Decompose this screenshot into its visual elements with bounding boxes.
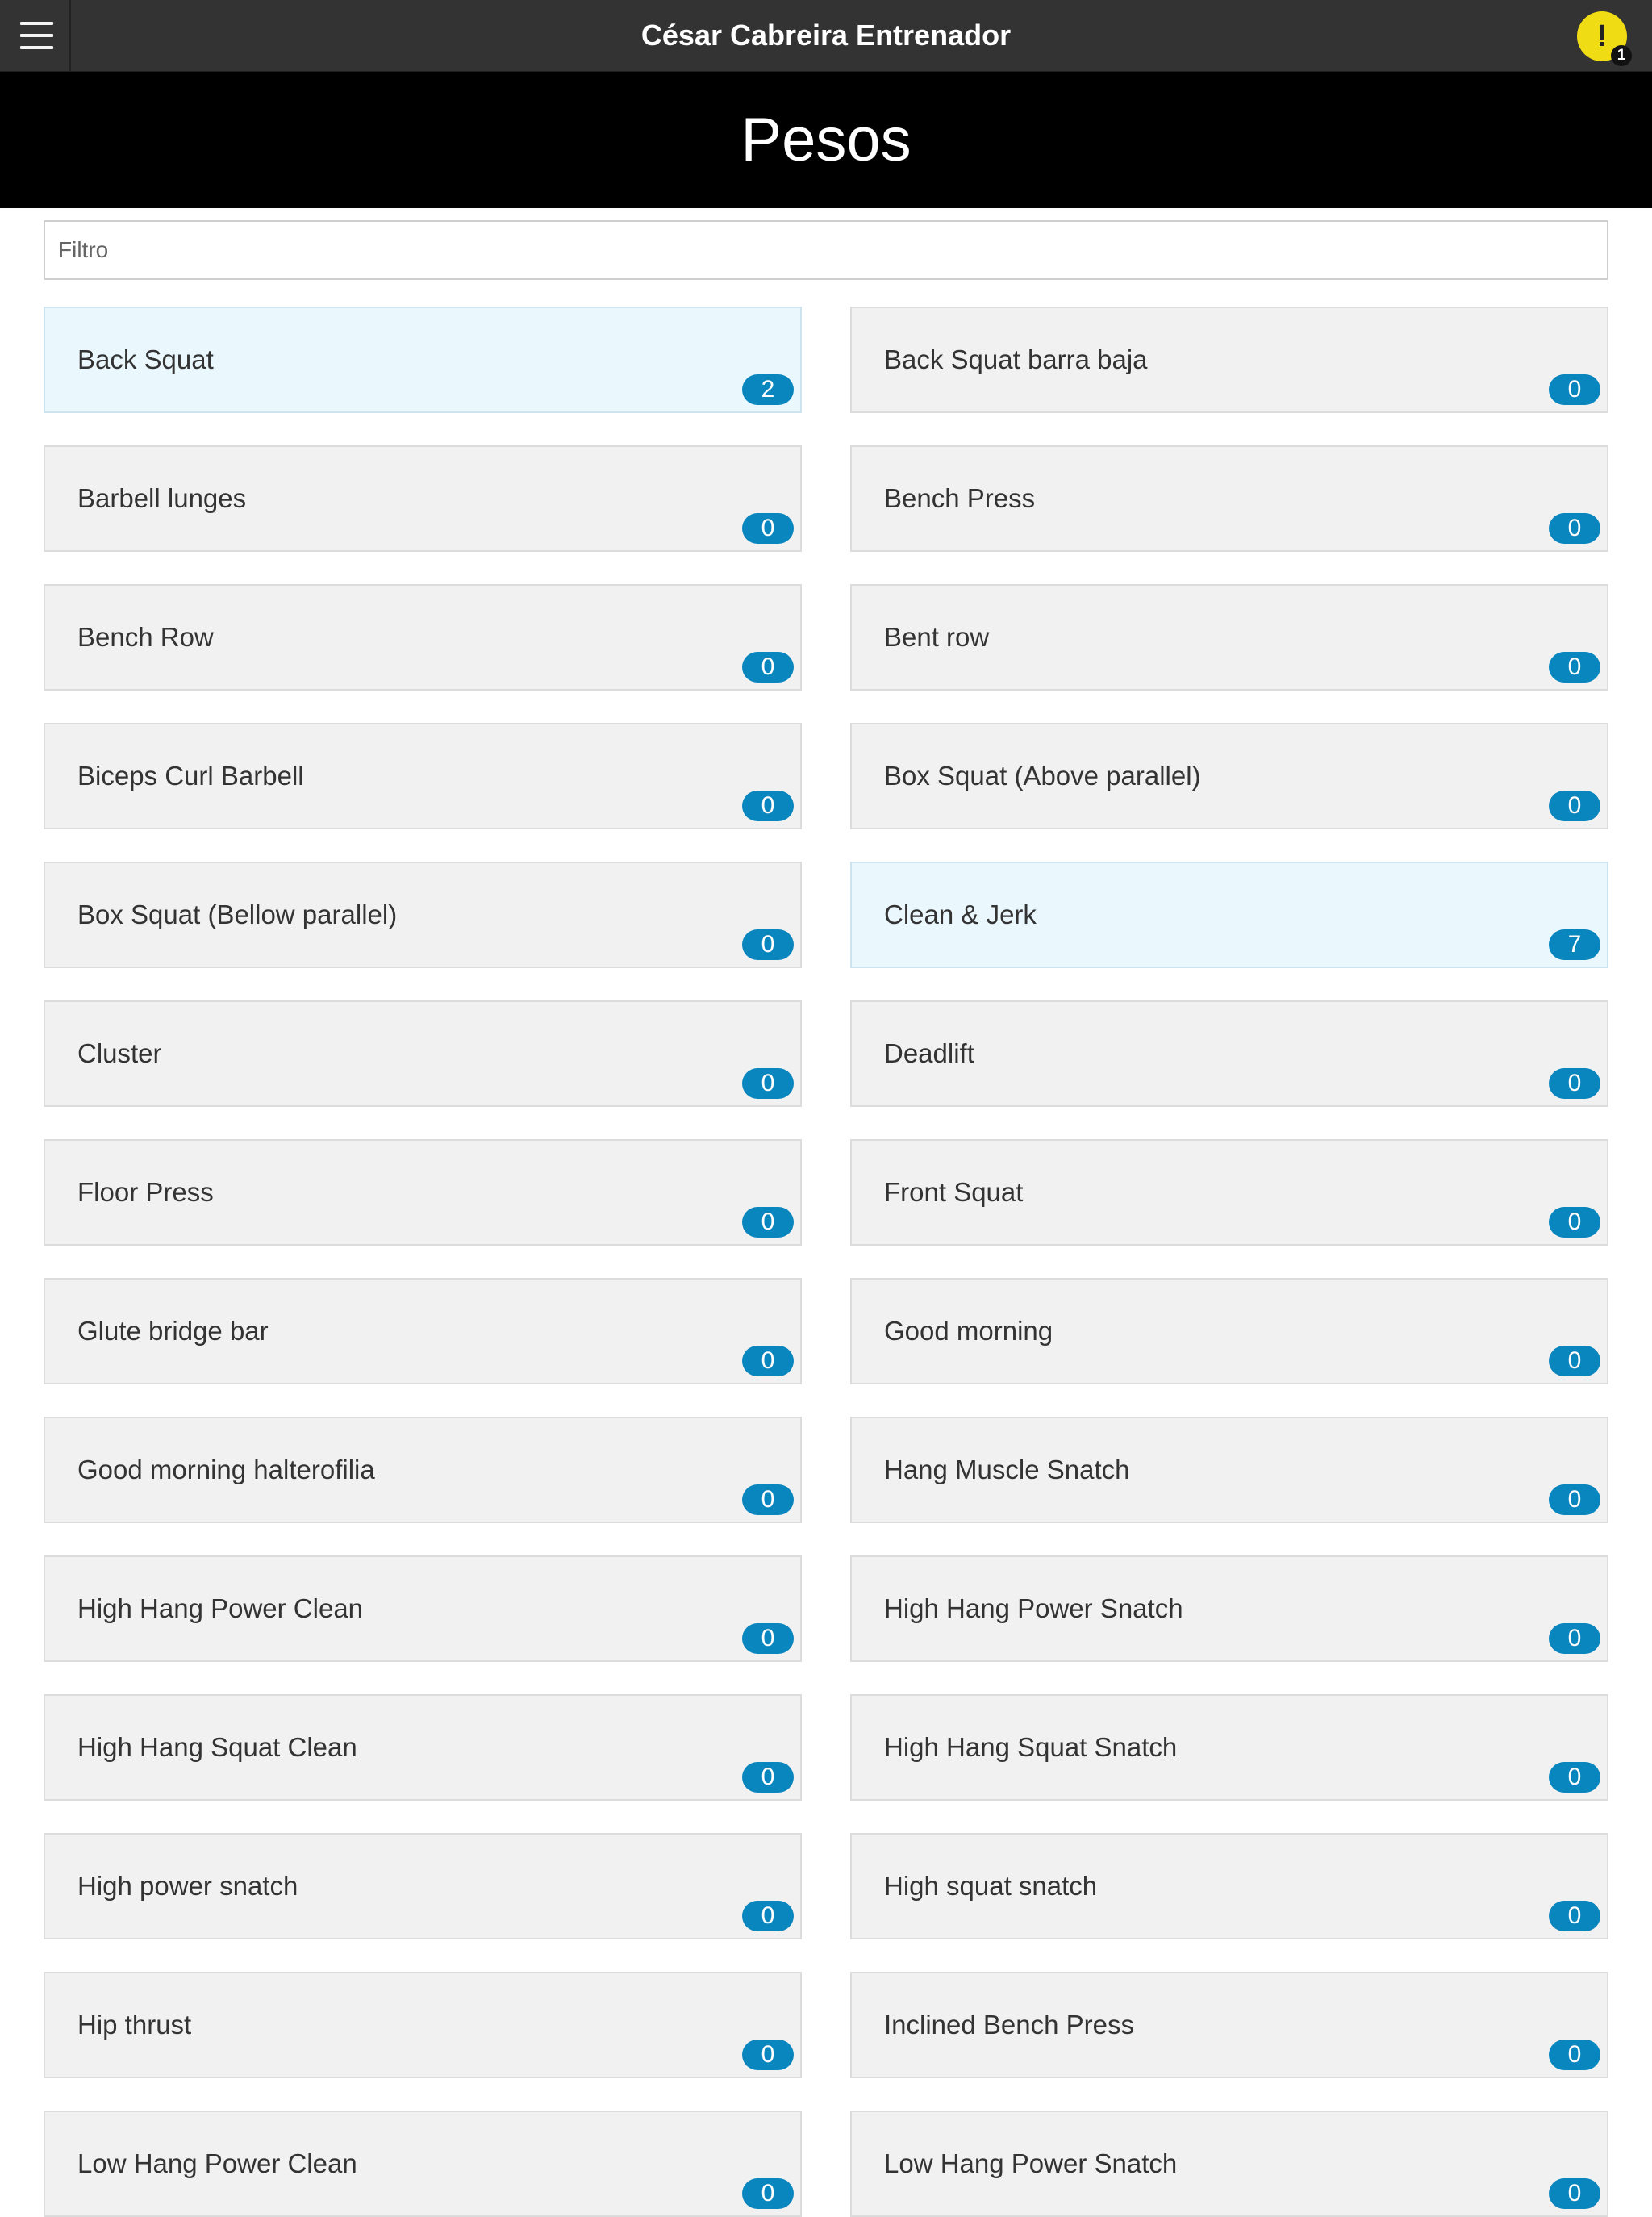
exercise-card[interactable] <box>850 1417 1608 1523</box>
exercise-label: Glute bridge bar <box>77 1316 269 1346</box>
exercise-label: Bench Row <box>77 622 214 652</box>
hamburger-menu-icon[interactable] <box>0 0 71 71</box>
count-badge: 0 <box>742 1623 794 1654</box>
exercise-label: High Hang Squat Snatch <box>884 1732 1178 1762</box>
count-badge: 0 <box>742 791 794 821</box>
exercise-label: Hang Muscle Snatch <box>884 1455 1130 1484</box>
count-badge: 0 <box>742 2040 794 2070</box>
exercise-card[interactable] <box>850 2111 1608 2217</box>
exercise-label: Floor Press <box>77 1177 214 1207</box>
count-badge: 0 <box>1549 513 1600 544</box>
exercise-label: Cluster <box>77 1038 162 1068</box>
exercise-card[interactable] <box>850 1278 1608 1384</box>
top-bar <box>0 0 1652 72</box>
count-badge: 0 <box>1549 1207 1600 1238</box>
count-badge: 0 <box>742 1207 794 1238</box>
exercise-card[interactable] <box>44 307 802 413</box>
exercise-label: High Hang Power Snatch <box>884 1593 1183 1623</box>
filter-input[interactable] <box>44 220 1608 280</box>
count-badge: 0 <box>742 1346 794 1376</box>
exercise-card[interactable] <box>850 307 1608 413</box>
count-badge: 0 <box>742 929 794 960</box>
count-badge: 2 <box>742 374 794 405</box>
exercise-label: High Hang Squat Clean <box>77 1732 357 1762</box>
count-badge: 0 <box>742 652 794 683</box>
exercise-label: Good morning halterofilia <box>77 1455 375 1484</box>
exercise-label: Back Squat barra baja <box>884 344 1148 374</box>
alert-symbol: ! <box>1596 19 1608 53</box>
exercise-card[interactable] <box>44 1833 802 1939</box>
exercise-card[interactable] <box>44 1694 802 1801</box>
count-badge: 7 <box>1549 929 1600 960</box>
count-badge: 0 <box>1549 1068 1600 1099</box>
exercise-card[interactable] <box>44 445 802 552</box>
exercise-label: Good morning <box>884 1316 1053 1346</box>
count-badge: 0 <box>1549 2040 1600 2070</box>
exercise-card[interactable] <box>44 1139 802 1246</box>
exercise-card[interactable] <box>850 1972 1608 2078</box>
exercise-label: Front Squat <box>884 1177 1024 1207</box>
exercise-label: Bench Press <box>884 483 1036 513</box>
exercise-card[interactable] <box>44 1555 802 1662</box>
exercise-card[interactable] <box>850 445 1608 552</box>
exercise-label: Deadlift <box>884 1038 974 1068</box>
count-badge: 0 <box>742 1484 794 1515</box>
exercise-label: High Hang Power Clean <box>77 1593 364 1623</box>
count-badge: 0 <box>1549 1623 1600 1654</box>
count-badge: 0 <box>1549 1901 1600 1931</box>
exercise-card[interactable] <box>850 1139 1608 1246</box>
exercise-label: Low Hang Power Snatch <box>884 2148 1178 2178</box>
count-badge: 0 <box>1549 1484 1600 1515</box>
exercise-card[interactable] <box>44 1417 802 1523</box>
menu-line <box>20 34 53 37</box>
count-badge: 0 <box>1549 791 1600 821</box>
exercise-card[interactable] <box>44 1000 802 1107</box>
exercise-card[interactable] <box>44 723 802 829</box>
count-badge: 0 <box>742 2178 794 2209</box>
page-header <box>0 72 1652 208</box>
exercise-label: Bent row <box>884 622 990 652</box>
exercise-card[interactable] <box>44 862 802 968</box>
exercise-card[interactable] <box>850 1000 1608 1107</box>
exercise-label: Inclined Bench Press <box>884 2010 1135 2040</box>
app-title: César Cabreira Entrenador <box>640 19 1012 52</box>
count-badge: 0 <box>1549 1762 1600 1793</box>
exercise-card[interactable] <box>850 723 1608 829</box>
count-badge: 0 <box>742 1762 794 1793</box>
count-badge: 0 <box>742 1901 794 1931</box>
count-badge: 0 <box>1549 652 1600 683</box>
exercise-label: Box Squat (Above parallel) <box>884 761 1201 791</box>
count-badge: 0 <box>1549 2178 1600 2209</box>
count-badge: 0 <box>742 1068 794 1099</box>
exercise-label: High power snatch <box>77 1871 298 1901</box>
exercise-label: Clean & Jerk <box>884 900 1037 929</box>
page-title: Pesos <box>740 106 912 174</box>
exercise-card[interactable] <box>44 1972 802 2078</box>
exercise-label: Biceps Curl Barbell <box>77 761 304 791</box>
count-badge: 0 <box>1549 1346 1600 1376</box>
exercise-card[interactable] <box>850 862 1608 968</box>
exercise-label: High squat snatch <box>884 1871 1098 1901</box>
exercise-label: Barbell lunges <box>77 483 247 513</box>
exercise-card[interactable] <box>850 1833 1608 1939</box>
exercise-card[interactable] <box>850 1694 1608 1801</box>
count-badge: 0 <box>742 513 794 544</box>
menu-line <box>20 22 53 25</box>
exercise-card[interactable] <box>44 2111 802 2217</box>
menu-line <box>20 46 53 49</box>
exercise-card[interactable] <box>850 584 1608 691</box>
exercise-card[interactable] <box>44 1278 802 1384</box>
exercise-label: Low Hang Power Clean <box>77 2148 357 2178</box>
count-badge: 0 <box>1549 374 1600 405</box>
alert-count-badge: 1 <box>1611 45 1632 66</box>
exercise-label: Box Squat (Bellow parallel) <box>77 900 398 929</box>
exercise-label: Back Squat <box>77 344 214 374</box>
exercise-card[interactable] <box>850 1555 1608 1662</box>
exercise-card[interactable] <box>44 584 802 691</box>
exercise-label: Hip thrust <box>77 2010 192 2040</box>
